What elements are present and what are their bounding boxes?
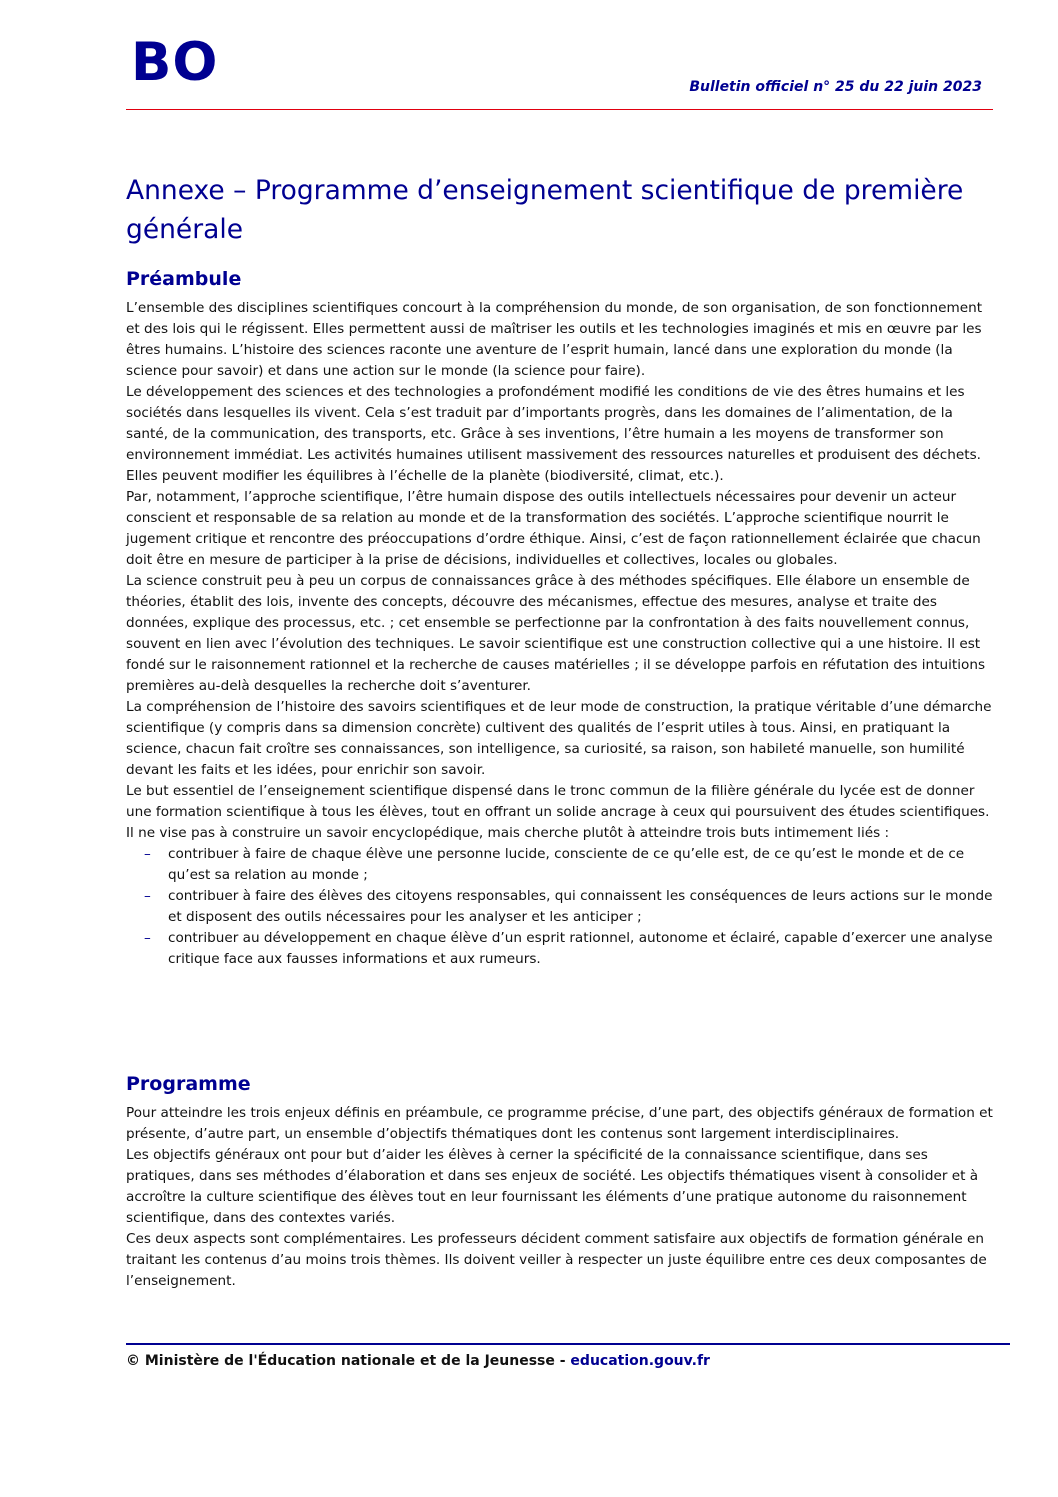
list-item (126, 928, 993, 970)
preambule-paragraph: La compréhension de l’histoire des savoirs scientifiques et de leur mode de construction, la pratique véritable d’une démarche scientifique (y compris dans sa dimension concrète) cultivent des qualités de l’esprit utiles à tous. Ainsi, en pratiquant la science, chacun fait croître ses connaissances, son intelligence, sa curiosité, sa raison, son habileté manuelle, son humilité devant les faits et les idées, pour enrichir son savoir. (126, 699, 992, 778)
programme-section (126, 1071, 993, 1292)
dash-bullet-icon: – (144, 846, 151, 862)
list-item-text: contribuer au développement en chaque élève d’un esprit rationnel, autonome et éclairé, capable d’exercer une analyse critique face aux fausses informations et aux rumeurs. (168, 930, 993, 967)
dash-bullet-icon: – (144, 930, 151, 946)
preambule-section (126, 266, 993, 970)
preambule-paragraph: La science construit peu à peu un corpus de connaissances grâce à des méthodes spécifiques. Elle élabore un ensemble de théories, établit des lois, invente des concepts, découvre des mécanismes, effectue des mesures, analyse et traite des données, explique des processus, etc. ; cet ensemble se perfectionne par la confrontation à des faits nouvellement connus, souvent en lien avec l’évolution des techniques. Le savoir scientifique est une construction collective qui a une histoire. Il est fondé sur le raisonnement rationnel et la recherche de causes matérielles ; il se développe parfois en réfutation des intuitions premières au-delà desquelles la recherche doit s’aventurer. (126, 573, 986, 694)
preambule-paragraph: L’ensemble des disciplines scientifiques concourt à la compréhension du monde, de son organisation, de son fonctionnement et des lois qui le régissent. Elles permettent aussi de maîtriser les outils et les technologies imaginés et mis en œuvre par les êtres humains. L’histoire des sciences raconte une aventure de l’esprit humain, lancé dans une exploration du monde (la science pour savoir) et dans une action sur le monde (la science pour faire). (126, 300, 983, 379)
list-item (126, 844, 993, 886)
list-item-text: contribuer à faire de chaque élève une personne lucide, consciente de ce qu’elle est, de ce qu’est le monde et de ce qu’est sa relation au monde ; (168, 846, 965, 883)
page-title: Annexe – Programme d’enseignement scientifique de première générale (126, 175, 964, 245)
header-divider (126, 109, 993, 110)
preambule-heading: Préambule (126, 268, 242, 290)
footer-divider (126, 1343, 1010, 1345)
dash-bullet-icon: – (144, 888, 151, 904)
list-item (126, 886, 993, 928)
programme-paragraph: Les objectifs généraux ont pour but d’aider les élèves à cerner la spécificité de la connaissance scientifique, dans ses pratiques, dans ses méthodes d’élaboration et dans ses enjeux de société. Les objectifs thématiques visent à consolider et à accroître la culture scientifique des élèves tout en leur fournissant les éléments d’une pratique autonome du raisonnement scientifique, dans des contextes variés. (126, 1147, 979, 1226)
preambule-paragraph: Le but essentiel de l’enseignement scientifique dispensé dans le tronc commun de la filière générale du lycée est de donner une formation scientifique à tous les élèves, tout en offrant un solide ancrage à ceux qui poursuivent des études scientifiques. Il ne vise pas à construire un savoir encyclopédique, mais cherche plutôt à atteindre trois buts intimement liés : (126, 783, 990, 841)
programme-paragraph: Ces deux aspects sont complémentaires. Les professeurs décident comment satisfaire aux objectifs de formation générale en traitant les contenus d’au moins trois thèmes. Ils doivent veiller à respecter un juste équilibre entre ces deux composantes de l’enseignement. (126, 1231, 987, 1289)
bo-logo: BO (131, 32, 219, 93)
programme-paragraph: Pour atteindre les trois enjeux définis en préambule, ce programme précise, d’une part, des objectifs généraux de formation et présente, d’autre part, un ensemble d’objectifs thématiques dont les contenus sont largement interdisciplinaires. (126, 1105, 993, 1142)
bulletin-reference: Bulletin officiel n° 25 du 22 juin 2023 (689, 79, 982, 95)
preambule-paragraph: Le développement des sciences et des technologies a profondément modifié les conditions de vie des êtres humains et les sociétés dans lesquelles ils vivent. Cela s’est traduit par d’importants progrès, dans les domaines de l’alimentation, de la santé, de la communication, des transports, etc. Grâce à ses inventions, l’être humain a les moyens de transformer son environnement immédiat. Les activités humaines utilisent massivement des ressources naturelles et produisent des déchets. Elles peuvent modifier les équilibres à l’échelle de la planète (biodiversité, climat, etc.). (126, 384, 981, 484)
footer-copyright: © Ministère de l'Éducation nationale et de la Jeunesse - (126, 1353, 571, 1369)
footer-website-link[interactable]: education.gouv.fr (570, 1353, 710, 1369)
preambule-paragraph: Par, notamment, l’approche scientifique, l’être humain dispose des outils intellectuels nécessaires pour devenir un acteur conscient et responsable de sa relation au monde et de la transformation des sociétés. L’approche scientifique nourrit le jugement critique et rencontre des préoccupations d’ordre éthique. Ainsi, c’est de façon rationnellement éclairée que chacun doit être en mesure de participer à la prise de décisions, individuelles et collectives, locales ou globales. (126, 489, 981, 568)
footer (126, 1353, 710, 1369)
goals-list (126, 844, 993, 970)
programme-heading: Programme (126, 1073, 251, 1095)
list-item-text: contribuer à faire des élèves des citoyens responsables, qui connaissent les conséquences de leurs actions sur le monde et disposent des outils nécessaires pour les analyser et les anticiper ; (168, 888, 993, 925)
